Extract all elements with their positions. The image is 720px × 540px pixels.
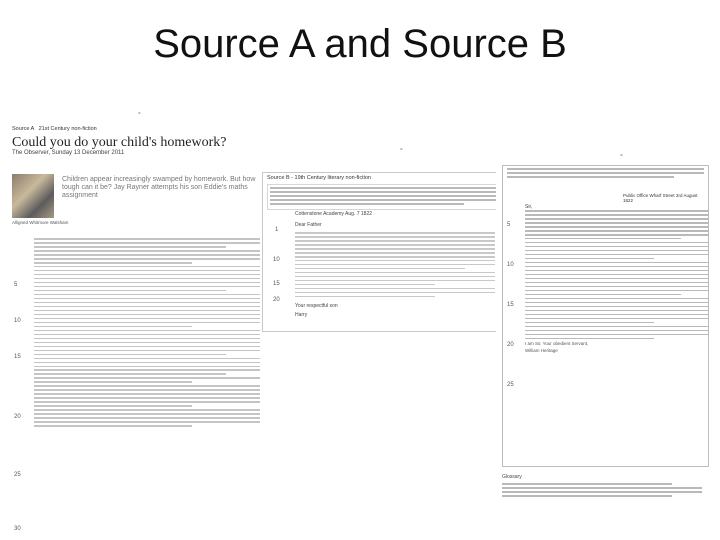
source-a-dateline: The Observer, Sunday 13 December 2011 — [12, 150, 125, 156]
letter-signature: Harry — [295, 311, 308, 318]
source-b-letter — [295, 211, 495, 318]
line-number: 10 — [273, 257, 280, 263]
source-a-standfirst: Children appear increasingly swamped by homework. But how tough can it be? Jay Rayner attempts his son Eddie's maths assignment — [62, 176, 256, 199]
source-c-document — [496, 162, 712, 532]
page-mark: ° — [620, 154, 623, 161]
source-b-document — [262, 172, 502, 332]
line-number: 20 — [273, 297, 280, 303]
source-a-label: Source A 21st Century non-fiction — [12, 126, 97, 132]
letter-place-date: Cottenstone Academy Aug. 7 1822 — [295, 211, 372, 217]
letter-salutation: Sir, — [525, 204, 533, 210]
glossary — [502, 474, 702, 499]
line-number: 20 — [507, 342, 514, 348]
source-a-document — [8, 122, 266, 534]
page-mark: ° — [400, 148, 403, 155]
line-number: 15 — [14, 354, 21, 360]
source-a-headline: Could you do your child's homework? — [12, 135, 227, 150]
slide-title: Source A and Source B — [153, 22, 567, 66]
letter-header: Public Office Wharf Street 3rd August 1822 — [623, 193, 698, 203]
source-b-intro-box — [267, 184, 501, 210]
line-number: 15 — [507, 302, 514, 308]
letter-closing: Your respectful son — [295, 302, 338, 309]
source-b-label: Source B - 19th Century literary non-fiction — [267, 175, 371, 181]
page-mark: ° — [138, 112, 141, 119]
line-number: 10 — [507, 262, 514, 268]
glossary-title: Glossary — [502, 474, 522, 480]
signature-line-2: William Heritage — [525, 348, 558, 354]
line-number: 1 — [275, 227, 279, 233]
source-a-body-text — [34, 238, 260, 429]
source-c-body-text — [525, 204, 709, 353]
letter-greeting: Dear Father — [295, 222, 322, 228]
line-number: 5 — [14, 282, 18, 288]
line-number: 15 — [273, 281, 280, 287]
line-number: 25 — [14, 472, 21, 478]
photo-caption: Alligned Whitmore Walsham — [12, 220, 69, 225]
line-number: 20 — [14, 414, 21, 420]
line-number: 25 — [507, 382, 514, 388]
article-photo — [12, 174, 54, 218]
line-number: 5 — [507, 222, 511, 228]
line-number: 10 — [14, 318, 21, 324]
signature-line-1: I am Sir, Your obedient Servant, — [525, 341, 589, 347]
line-number: 30 — [14, 526, 21, 532]
source-c-letter-box — [502, 165, 709, 467]
